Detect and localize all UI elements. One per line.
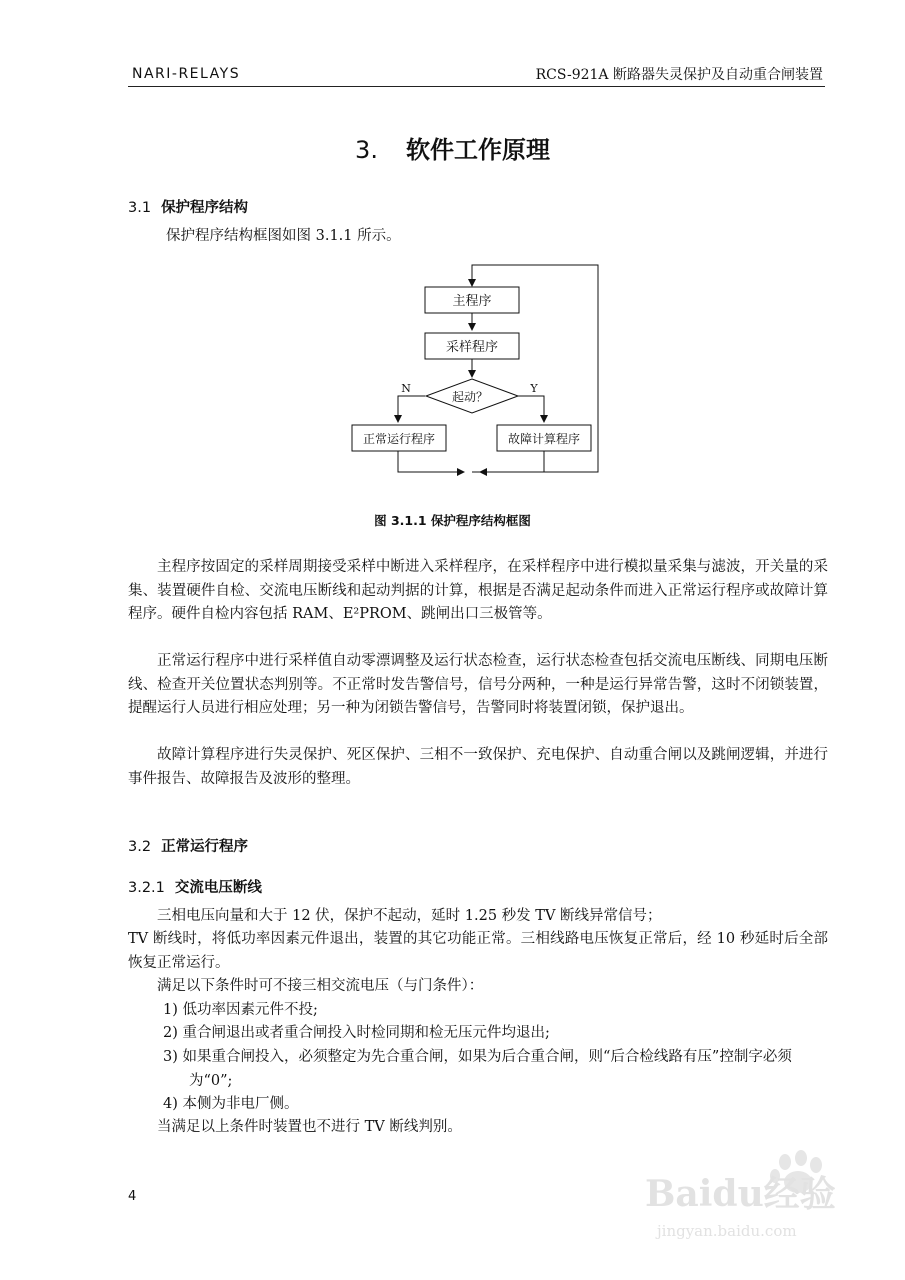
header-left: NARI-RELAYS [132, 66, 241, 82]
paw-toe-icon [779, 1154, 791, 1170]
section-title: 正常运行程序 [161, 839, 249, 855]
section-3-1-heading [128, 196, 248, 217]
no-label: N [401, 382, 411, 395]
flowchart [340, 260, 610, 495]
section-number: 3.1 [128, 200, 152, 216]
section-title: 交流电压断线 [174, 880, 262, 896]
arrow-normal-merge [398, 451, 464, 472]
condition-item: 1) 低功率因素元件不投; [163, 1002, 318, 1018]
figure-caption: 图 3.1.1 保护程序结构框图 [374, 513, 531, 528]
watermark-url: jingyan.baidu.com [657, 1222, 797, 1240]
fault-program-label: 故障计算程序 [507, 432, 581, 446]
paragraph-main-program: 主程序按固定的采样周期接受采样中断进入采样程序，在采样程序中进行模拟量采集与滤波，开关量的采集、装置硬件自检、交流电压断线和起动判据的计算，根据是否满足起动条件而进入正常运行程序或故障计算程序。硬件自检内容包括 RAM、E²PROM、跳闸出口三极管等。 [128, 559, 828, 623]
arrow-no-branch [398, 396, 425, 422]
baidu-watermark [635, 1140, 865, 1250]
page-title [0, 130, 905, 165]
section-number: 3.2.1 [128, 880, 165, 896]
section-title: 保护程序结构 [161, 200, 249, 216]
paragraph-normal-program: 正常运行程序中进行采样值自动零漂调整及运行状态检查，运行状态检查包括交流电压断线、同期电压断线、检查开关位置状态判别等。不正常时发告警信号，信号分两种，一种是运行异常告警，这时不闭锁装置，提醒运行人员进行相应处理；另一种为闭锁告警信号，告警同时将装置闭锁，保护退出。 [128, 653, 828, 717]
paw-toe-icon [810, 1157, 822, 1173]
section-3-2-1-heading [128, 876, 262, 897]
main-program-label: 主程序 [452, 294, 492, 309]
section-3-2-heading [128, 835, 248, 856]
arrow-yes-branch [518, 396, 544, 422]
sample-program-label: 采样程序 [445, 340, 499, 355]
title-text: 软件工作原理 [405, 136, 550, 164]
paragraph-tv-threshold: 三相电压向量和大于 12 伏，保护不起动，延时 1.25 秒发 TV 断线异常信号； [157, 908, 662, 924]
condition-item: 3) 如果重合闸投入，必须整定为先合重合闸，如果为后合重合闸，则“后合检线路有压”控制字必须为“0”; [163, 1049, 792, 1089]
watermark-brand: Baidu经验 [645, 1173, 836, 1215]
paragraph-tv-break: TV 断线时，将低功率因素元件退出，装置的其它功能正常。三相线路电压恢复正常后，经 10 秒延时后全部恢复正常运行。 [128, 931, 828, 971]
paragraph-conclusion: 当满足以上条件时装置也不进行 TV 断线判别。 [157, 1119, 462, 1135]
paw-toe-icon [795, 1150, 807, 1166]
normal-program-label: 正常运行程序 [362, 432, 436, 446]
page-number: 4 [128, 1189, 137, 1204]
arrow-fault-merge [480, 451, 544, 472]
paragraph-conditions-intro: 满足以下条件时可不接三相交流电压（与门条件）： [157, 978, 484, 994]
title-number: 3. [355, 136, 378, 164]
section-number: 3.2 [128, 839, 152, 855]
header-rule [128, 86, 825, 87]
condition-item: 4) 本侧为非电厂侧。 [163, 1096, 299, 1112]
header-right: RCS-921A 断路器失灵保护及自动重合闸装置 [535, 67, 823, 83]
section-3-1-intro: 保护程序结构框图如图 3.1.1 所示。 [166, 228, 401, 244]
decision-label: 起动？ [451, 390, 489, 404]
paragraph-fault-program: 故障计算程序进行失灵保护、死区保护、三相不一致保护、充电保护、自动重合闸以及跳闸逻辑，并进行事件报告、故障报告及波形的整理。 [128, 747, 828, 787]
condition-item: 2) 重合闸退出或者重合闸投入时检同期和检无压元件均退出; [163, 1025, 550, 1041]
yes-label: Y [530, 382, 538, 395]
